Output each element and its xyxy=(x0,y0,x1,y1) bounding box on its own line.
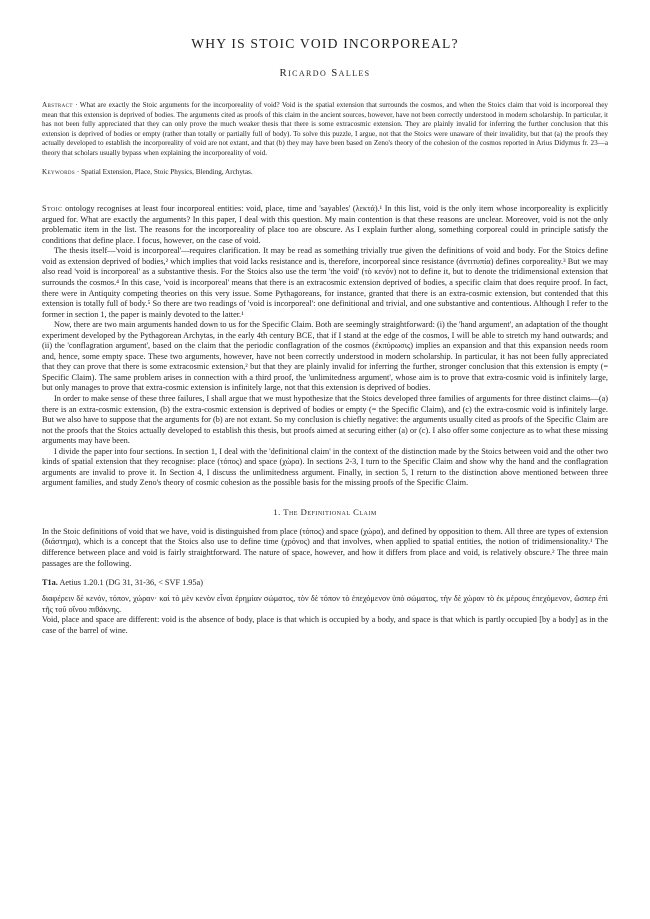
t1a-source: Aetius 1.20.1 (DG 31, 31-36, < SVF 1.95a) xyxy=(59,578,203,588)
body-paragraph-4: In order to make sense of these three failures, I shall argue that we must hypothesize that the Stoics developed three families of arguments for three distinct claims—(a) there is an extra-cosmic extension, (b) the extra-cosmic extension is deprived of bodies or empty (= the Specific Claim), and (c) the extra-cosmic void is infinitely large. But we also have to suppose that the arguments for (b) are not extant. So my conclusion is chiefly negative: the arguments usually cited as proofs of the Specific Claim are not the proofs that the Stoics actually developed to establish this thesis, but proofs aimed at securing either (a) or (c). I also offer some conjecture as to what these missing arguments may have been. xyxy=(42,394,608,446)
t1a-header xyxy=(42,578,608,587)
keywords-separator: · xyxy=(76,167,82,176)
section-1 xyxy=(42,527,608,636)
article-author: Ricardo Salles xyxy=(279,67,371,79)
body-paragraph-2: The thesis itself—'void is incorporeal'—requires clarification. It may be read as something trivially true given the definitions of void and body. For the Stoics define void as extension deprived of bodies,² which implies that void lacks resistance and is, therefore, incorporeal since resistance (ἀντιτυπία) defines corporeality.³ But we may also read 'void is incorporeal' as a substantive thesis. For the Stoics also use the term 'the void' (τὸ κενόν) not to define it, but to denote the tridimensional extension that surrounds the cosmos.⁴ In this case, 'void is incorporeal' means that there is an extracosmic extension deprived of bodies, a specific claim that does require proof. In fact, there were in Antiquity competing theories on this very issue. Some Pythagoreans, for instance, granted that there is an extra-cosmic extension, but contended that this extension is totally full of body.⁵ So there are two readings of 'void is incorporeal': one definitional and trivial, and one substantive and contentious. Although I refer to the former in section 1, the paper is mainly devoted to the latter.¹ xyxy=(42,246,608,319)
abstract xyxy=(42,101,608,159)
body-text xyxy=(42,204,608,489)
t1a-greek-text: διαφέρειν δὲ κενόν, τόπον, χώραν· καὶ τὸ μὲν κενὸν εἶναι ἐρημίαν σώματος, τὸν δὲ τόπον τὸ ἐπεχόμενον ὑπὸ σώματος, τὴν δὲ χώραν τὸ ἐκ μέρους ἐπεχόμενον, ὥσπερ ἐπὶ τῆς τοῦ οἴνου πιθάκνης. xyxy=(42,594,608,614)
t1a-translation: Void, place and space are different: void is the absence of body, place is that which is occupied by a body, and space is that which is partly occupied [by a body] as in the case of the barrel of wine. xyxy=(42,615,608,635)
abstract-separator: · xyxy=(75,101,80,109)
keywords xyxy=(42,168,608,178)
body-paragraph-5: I divide the paper into four sections. In section 1, I deal with the 'definitional claim' in the context of the distinction made by the Stoics between void and the other two kinds of spatial extension that they recognise: place (τόπος) and space (χώρα). In sections 2-3, I turn to the Specific Claim and show why the hand and the conflagration arguments are invalid to prove it. In Section 4, I discuss the unlimitedness argument. Finally, in section 5, I return to the distinction above mentioned between three argument families, and study Zeno's theory of cosmic cohesion as the possible basis for the missing proofs of the Specific Claim. xyxy=(42,446,608,488)
body-paragraph-1-text: ontology recognises at least four incorporeal entities: void, place, time and 'sayables' (λεκτά).¹ In this list, void is the only item whose incorporeality is explicitly argued for. What are exactly the arguments? In this paper, I deal with this question. My main contention is that these reasons are unclear. Moreover, void is not the only problematic item in the list. The reasons for the incorporeality of place too are obscure. As I explain further along, something corporeal could in principle satisfy the conditions that define place. I focus, however, on the case of void. xyxy=(42,204,609,245)
body-paragraph-1 xyxy=(42,204,608,246)
abstract-text: What are exactly the Stoic arguments for the incorporeality of void? Void is the spatial extension that surrounds the cosmos, and when the Stoics claim that void is incorporeal they mean that this extension is deprived of bodies. The arguments cited as proofs of this claim in the ancient sources, however, have not been correctly understood in modern scholarship. In particular, it has not been fully appreciated that they can only prove the much weaker thesis that there is some extracosmic extension. They are plainly invalid for inferring the further conclusion that this extension is deprived of bodies or empty (rather than totally or partially full of body). To solve this puzzle, I argue, not that the Stoics were unaware of their invalidity, but that (a) the proofs they actually developed to establish the incorporeality of void are not extant, and that (b) they may have been based on Zeno's theory of the cohesion of the cosmos reported in Arius Didymus fr. 23—a theory that scholars usually bypass when explaining the incorporeality of void. xyxy=(42,101,608,157)
body-paragraph-1-lead: Stoic xyxy=(42,204,63,214)
article-title: WHY IS STOIC VOID INCORPOREAL? xyxy=(191,36,459,51)
section-1-heading: 1. The Definitional Claim xyxy=(273,506,377,517)
keywords-text: Spatial Extension, Place, Stoic Physics, Blending, Archytas. xyxy=(81,167,253,176)
body-paragraph-3: Now, there are two main arguments handed down to us for the Specific Claim. Both are seemingly straightforward: (i) the 'hand argument', an adaptation of the thought experiment developed by the Pythagorean Archytas, in the early 4th century BCE, that if I stand at the edge of the cosmos, I will be able to stretch my hand outwards; and (ii) the 'conflagration argument', based on the claim that the periodic conflagration of the cosmos (ἐκπύρωσις) implies an expansion and that this expansion needs room and, hence, some empty space. These two arguments, however, have not been correctly understood in modern scholarship. In particular, it has not been fully appreciated that they can prove that there is some extracosmic extension,² but that they are plainly invalid for inferring the further, stronger conclusion that this extension is empty (= Specific Claim). The same problem arises in connection with a third proof, the 'unlimitedness argument', whose aim is to prove that extra-cosmic void is infinitely large, but only manages to prove that extra-cosmic extension is infinitely large, not that this extension is deprived of bodies. xyxy=(42,320,608,393)
t1a-label: T1a. xyxy=(42,578,58,588)
abstract-label: Abstract xyxy=(42,101,73,109)
keywords-label: Keywords xyxy=(42,167,76,176)
section-1-paragraph: In the Stoic definitions of void that we have, void is distinguished from place (τόπος) and space (χώρα), and defined by opposition to them. All three are types of extension (διάστημα), which is a concept that the Stoics also use to define time (χρόνος) and that involves, when applied to spatial entities, the notion of tridimensionality.¹ The difference between place and void is fairly straightforward. The nature of space, however, and how it differs from place and void, is relatively obscure.² The three main passages are the following. xyxy=(42,526,608,568)
